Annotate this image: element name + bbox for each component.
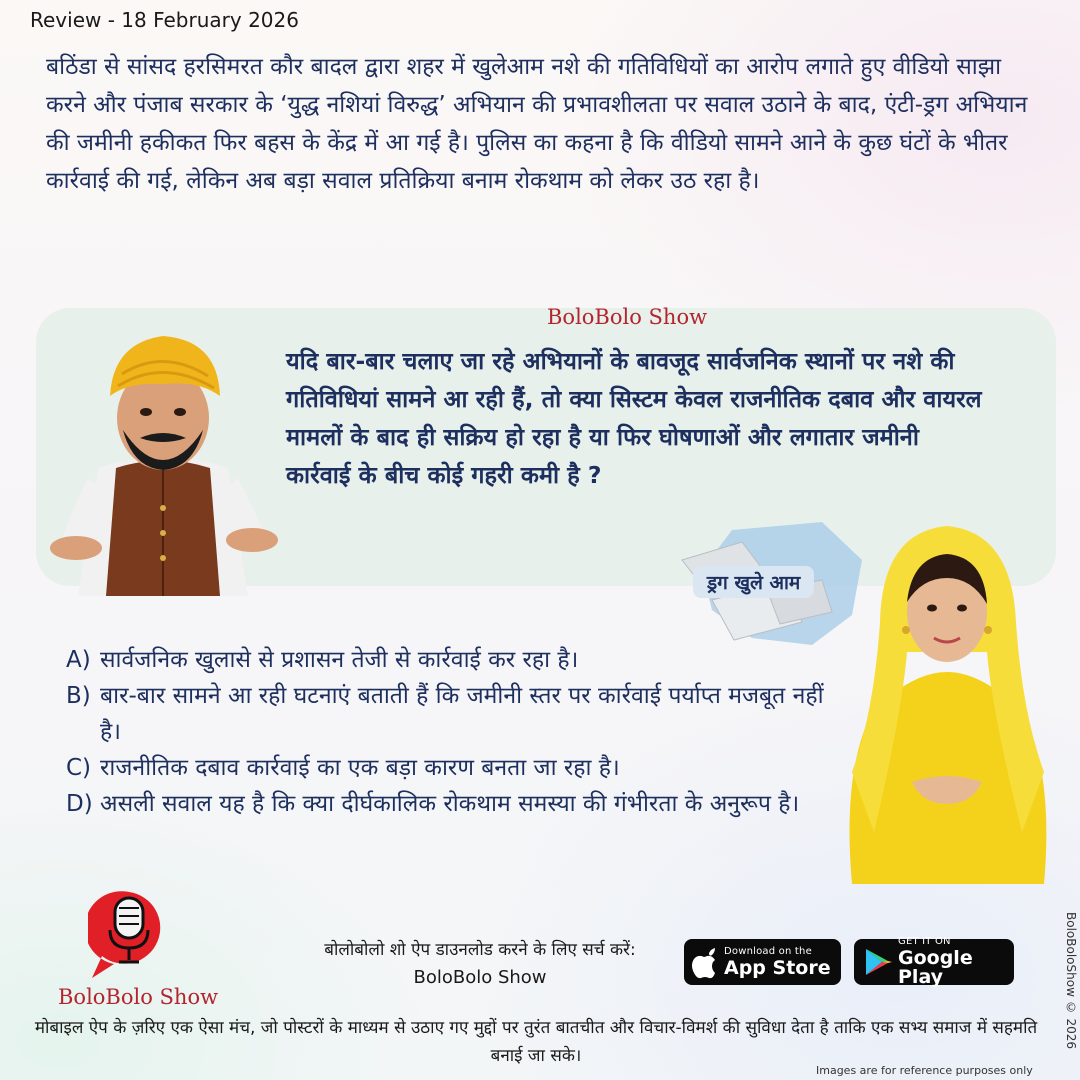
option-c: [66, 750, 826, 786]
google-play-icon: [854, 939, 898, 985]
app-name: BoloBolo Show: [413, 967, 547, 988]
review-date: Review - 18 February 2026: [30, 8, 299, 32]
option-b: [66, 678, 826, 750]
option-a: [66, 642, 826, 678]
copyright-text: BoloBoloShow © 2026: [1064, 912, 1078, 1050]
quote-brand-label: BoloBolo Show: [547, 305, 708, 329]
google-play-button[interactable]: [854, 936, 1014, 988]
question-text: यदि बार-बार चलाए जा रहे अभियानों के बावजूद सार्वजनिक स्थानों पर नशे की गतिविधियां सामने आ रही हैं, तो क्या सिस्टम केवल राजनीतिक दबाव और वायरल मामलों के बाद ही सक्रिय हो रहा है या फिर घोषणाओं और लगातार जमीनी कार्रवाई के बीच कोई गहरी कमी है ?: [286, 347, 982, 489]
option-text: असली सवाल यह है कि क्या दीर्घकालिक रोकथाम समस्या की गंभीरता के अनुरूप है।: [100, 791, 800, 817]
option-letter: C): [66, 755, 92, 781]
image-disclaimer: Images are for reference purposes only: [816, 1064, 1033, 1077]
intro-paragraph: बठिंडा से सांसद हरसिमरत कौर बादल द्वारा शहर में खुलेआम नशे की गतिविधियों का आरोप लगाते हुए वीडियो साझा करने और पंजाब सरकार के ‘युद्ध नशियां विरुद्ध’ अभियान की प्रभावशीलता पर सवाल उठाने के बाद, एंटी-ड्रग अभियान की जमीनी हकीकत फिर बहस के केंद्र में आ गई है। पुलिस का कहना है कि वीडियो सामने आने के कुछ घंटों के भीतर कार्रवाई की गई, लेकिन अब बड़ा सवाल प्रतिक्रिया बनाम रोकथाम को लेकर उठ रहा है।: [46, 54, 1028, 194]
google-play-big-text: Google Play: [898, 947, 973, 988]
politician-caricature-illustration: [48, 318, 278, 596]
microphone-chat-icon: [88, 886, 170, 984]
option-letter: D): [66, 791, 93, 817]
app-store-small-text: Download on the: [724, 945, 812, 957]
app-store-button[interactable]: [684, 939, 841, 985]
apple-icon: [684, 939, 724, 985]
option-text: राजनीतिक दबाव कार्रवाई का एक बड़ा कारण बनता जा रहा है।: [100, 755, 620, 781]
google-play-small-text: GET IT ON: [898, 936, 951, 947]
app-prompt-text: बोलोबोलो शो ऐप डाउनलोड करने के लिए सर्च करें:: [324, 940, 636, 960]
option-text: सार्वजनिक खुलासे से प्रशासन तेजी से कार्रवाई कर रहा है।: [100, 647, 579, 673]
option-text: बार-बार सामने आ रही घटनाएं बताती हैं कि जमीनी स्तर पर कार्रवाई पर्याप्त मजबूत नहीं है।: [100, 683, 824, 745]
answer-options: [66, 642, 826, 822]
app-download-prompt: [290, 936, 670, 992]
app-store-big-text: App Store: [724, 956, 831, 979]
option-letter: B): [66, 683, 91, 709]
option-d: [66, 786, 826, 822]
brand-logo-text: BoloBolo Show: [58, 985, 219, 1009]
drug-openly-tag: ड्रग खुले आम: [693, 566, 814, 598]
option-letter: A): [66, 647, 91, 673]
woman-politician-illustration: [822, 512, 1072, 884]
platform-description: मोबाइल ऐप के ज़रिए एक ऐसा मंच, जो पोस्टरों के माध्यम से उठाए गए मुद्दों पर तुरंत बातचीत और विचार-विमर्श की सुविधा देता है ताकि एक सभ्य समाज में सहमति बनाई जा सके।: [34, 1018, 1038, 1066]
